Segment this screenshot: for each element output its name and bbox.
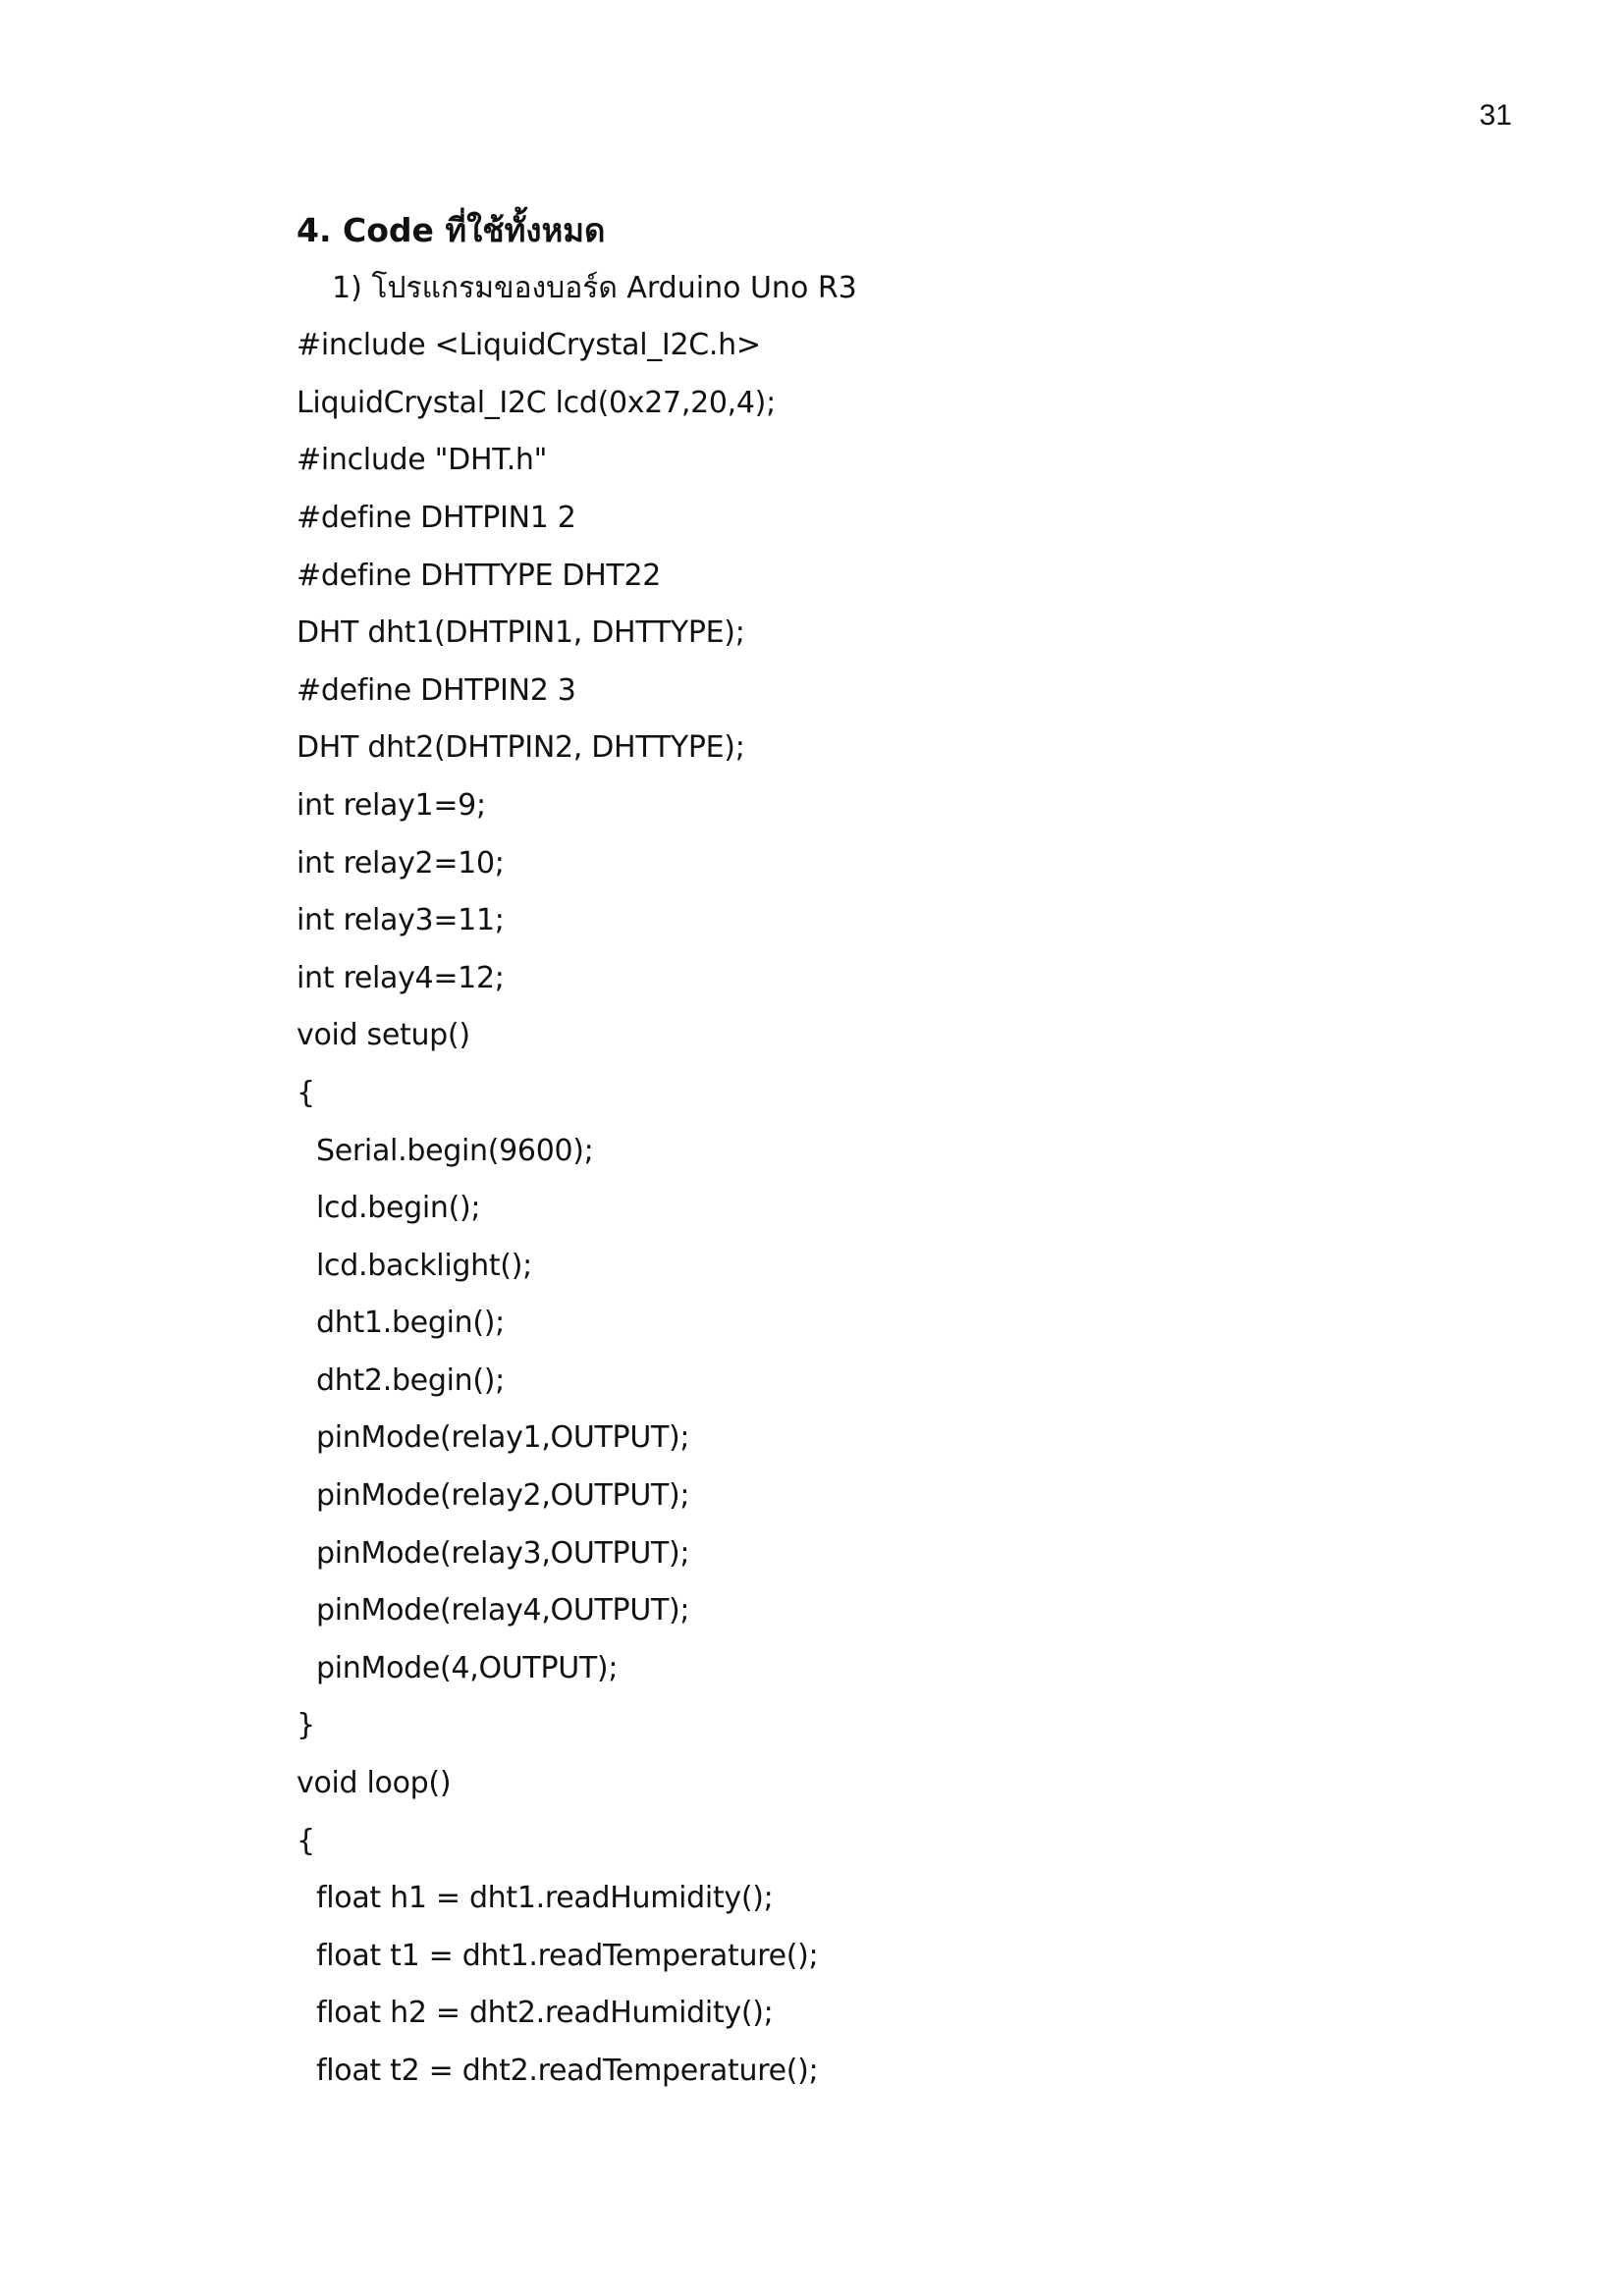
- code-line: pinMode(4,OUTPUT);: [316, 1650, 619, 1685]
- code-line: #include <LiquidCrystal_I2C.h>: [297, 328, 761, 363]
- section-subheading: 1) โปรแกรมของบอร์ด Arduino Uno R3: [332, 270, 857, 305]
- code-line: }: [297, 1708, 315, 1743]
- code-line: dht2.begin();: [316, 1362, 505, 1398]
- code-line: LiquidCrystal_I2C lcd(0x27,20,4);: [297, 385, 776, 420]
- code-listing: [297, 317, 1475, 2100]
- code-line: Serial.begin(9600);: [316, 1133, 594, 1168]
- code-line: lcd.begin();: [316, 1191, 481, 1226]
- code-line: float h2 = dht2.readHumidity();: [316, 1996, 774, 2031]
- code-line: #include "DHT.h": [297, 443, 548, 478]
- code-line: pinMode(relay3,OUTPUT);: [316, 1535, 690, 1571]
- page-number: 31: [1479, 99, 1512, 132]
- code-line: lcd.backlight();: [316, 1248, 532, 1283]
- code-line: {: [297, 1075, 315, 1110]
- code-line: {: [297, 1823, 315, 1858]
- code-line: float h1 = dht1.readHumidity();: [316, 1881, 774, 1916]
- code-line: DHT dht2(DHTPIN2, DHTTYPE);: [297, 730, 745, 766]
- code-line: void loop(): [297, 1766, 452, 1801]
- code-line: int relay4=12;: [297, 960, 505, 995]
- section-heading: 4. Code ที่ใช้ทั้งหมด: [297, 211, 606, 249]
- code-line: dht1.begin();: [316, 1306, 505, 1341]
- code-line: float t2 = dht2.readTemperature();: [316, 2054, 819, 2088]
- code-line: void setup(): [297, 1018, 470, 1053]
- code-line: pinMode(relay2,OUTPUT);: [316, 1478, 690, 1514]
- code-line: pinMode(relay1,OUTPUT);: [316, 1420, 690, 1456]
- code-line: pinMode(relay4,OUTPUT);: [316, 1593, 690, 1629]
- code-line: #define DHTPIN1 2: [297, 500, 576, 535]
- code-line: #define DHTPIN2 3: [297, 672, 576, 708]
- code-line: DHT dht1(DHTPIN1, DHTTYPE);: [297, 615, 745, 651]
- code-line: int relay2=10;: [297, 845, 505, 881]
- code-line: int relay1=9;: [297, 787, 486, 823]
- code-line: int relay3=11;: [297, 903, 505, 938]
- page-content: [297, 202, 1475, 2101]
- code-line: float t1 = dht1.readTemperature();: [316, 1938, 819, 1973]
- code-line: #define DHTTYPE DHT22: [297, 558, 662, 593]
